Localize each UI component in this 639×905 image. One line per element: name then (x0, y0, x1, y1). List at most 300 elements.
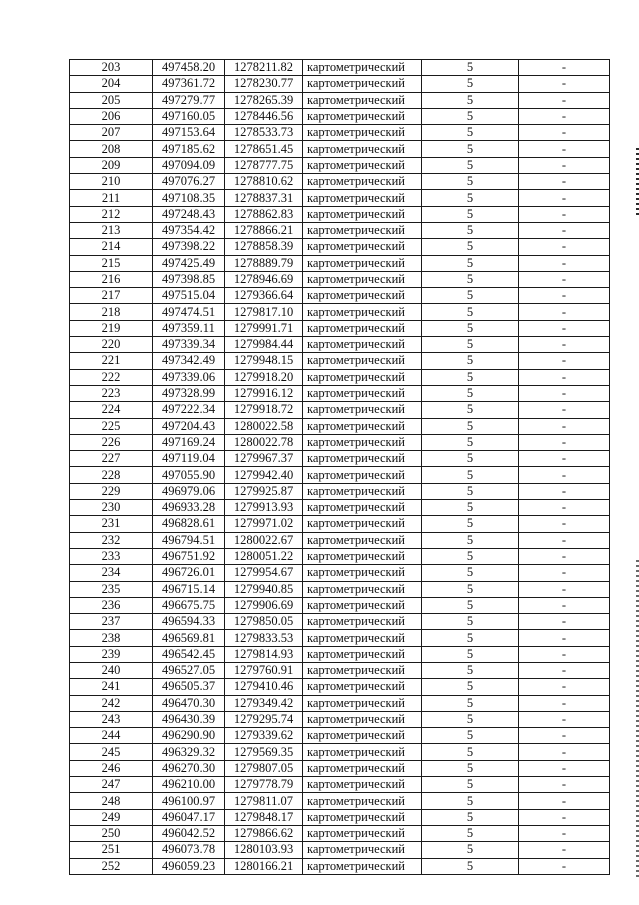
point-number-cell: 246 (70, 760, 153, 776)
y-coordinate-cell: 1278651.45 (225, 141, 303, 157)
point-number-cell: 252 (70, 858, 153, 874)
table-row (70, 565, 610, 581)
description-cell: - (519, 157, 610, 173)
point-number-cell: 231 (70, 516, 153, 532)
y-coordinate-cell: 1279916.12 (225, 385, 303, 401)
accuracy-cell: 5 (422, 467, 519, 483)
y-coordinate-cell: 1279940.85 (225, 581, 303, 597)
table-row (70, 76, 610, 92)
method-cell: картометрический (303, 174, 422, 190)
x-coordinate-cell: 496828.61 (153, 516, 225, 532)
method-cell: картометрический (303, 451, 422, 467)
method-cell: картометрический (303, 418, 422, 434)
point-number-cell: 238 (70, 630, 153, 646)
y-coordinate-cell: 1280166.21 (225, 858, 303, 874)
table-row (70, 157, 610, 173)
description-cell: - (519, 809, 610, 825)
table-row (70, 711, 610, 727)
point-number-cell: 215 (70, 255, 153, 271)
accuracy-cell: 5 (422, 190, 519, 206)
point-number-cell: 226 (70, 434, 153, 450)
table-row (70, 825, 610, 841)
point-number-cell: 205 (70, 92, 153, 108)
y-coordinate-cell: 1279991.71 (225, 320, 303, 336)
method-cell: картометрический (303, 597, 422, 613)
description-cell: - (519, 271, 610, 287)
table-row (70, 320, 610, 336)
table-row (70, 695, 610, 711)
point-number-cell: 242 (70, 695, 153, 711)
description-cell: - (519, 777, 610, 793)
table-row (70, 288, 610, 304)
accuracy-cell: 5 (422, 304, 519, 320)
method-cell: картометрический (303, 108, 422, 124)
table-row (70, 92, 610, 108)
table-row (70, 662, 610, 678)
x-coordinate-cell: 497108.35 (153, 190, 225, 206)
description-cell: - (519, 565, 610, 581)
point-number-cell: 235 (70, 581, 153, 597)
description-cell: - (519, 60, 610, 76)
point-number-cell: 213 (70, 222, 153, 238)
accuracy-cell: 5 (422, 646, 519, 662)
method-cell: картометрический (303, 60, 422, 76)
point-number-cell: 208 (70, 141, 153, 157)
method-cell: картометрический (303, 760, 422, 776)
point-number-cell: 204 (70, 76, 153, 92)
table-row (70, 679, 610, 695)
x-coordinate-cell: 496329.32 (153, 744, 225, 760)
table-row (70, 60, 610, 76)
point-number-cell: 244 (70, 728, 153, 744)
point-number-cell: 224 (70, 402, 153, 418)
y-coordinate-cell: 1279778.79 (225, 777, 303, 793)
x-coordinate-cell: 496726.01 (153, 565, 225, 581)
method-cell: картометрический (303, 548, 422, 564)
table-row (70, 842, 610, 858)
y-coordinate-cell: 1279967.37 (225, 451, 303, 467)
y-coordinate-cell: 1278837.31 (225, 190, 303, 206)
description-cell: - (519, 304, 610, 320)
accuracy-cell: 5 (422, 222, 519, 238)
method-cell: картометрический (303, 76, 422, 92)
description-cell: - (519, 532, 610, 548)
table-row (70, 467, 610, 483)
accuracy-cell: 5 (422, 548, 519, 564)
y-coordinate-cell: 1279569.35 (225, 744, 303, 760)
x-coordinate-cell: 496470.30 (153, 695, 225, 711)
method-cell: картометрический (303, 516, 422, 532)
x-coordinate-cell: 496047.17 (153, 809, 225, 825)
y-coordinate-cell: 1279971.02 (225, 516, 303, 532)
x-coordinate-cell: 496210.00 (153, 777, 225, 793)
accuracy-cell: 5 (422, 125, 519, 141)
accuracy-cell: 5 (422, 353, 519, 369)
y-coordinate-cell: 1279913.93 (225, 500, 303, 516)
description-cell: - (519, 467, 610, 483)
table-row (70, 190, 610, 206)
description-cell: - (519, 190, 610, 206)
method-cell: картометрический (303, 288, 422, 304)
table-row (70, 255, 610, 271)
method-cell: картометрический (303, 809, 422, 825)
method-cell: картометрический (303, 385, 422, 401)
x-coordinate-cell: 497328.99 (153, 385, 225, 401)
table-row (70, 809, 610, 825)
point-number-cell: 212 (70, 206, 153, 222)
description-cell: - (519, 434, 610, 450)
point-number-cell: 216 (70, 271, 153, 287)
accuracy-cell: 5 (422, 809, 519, 825)
description-cell: - (519, 825, 610, 841)
method-cell: картометрический (303, 402, 422, 418)
point-number-cell: 236 (70, 597, 153, 613)
point-number-cell: 250 (70, 825, 153, 841)
accuracy-cell: 5 (422, 60, 519, 76)
table-row (70, 548, 610, 564)
y-coordinate-cell: 1279760.91 (225, 662, 303, 678)
point-number-cell: 219 (70, 320, 153, 336)
table-row (70, 337, 610, 353)
description-cell: - (519, 581, 610, 597)
accuracy-cell: 5 (422, 255, 519, 271)
y-coordinate-cell: 1278810.62 (225, 174, 303, 190)
x-coordinate-cell: 496715.14 (153, 581, 225, 597)
x-coordinate-cell: 497339.34 (153, 337, 225, 353)
point-number-cell: 247 (70, 777, 153, 793)
description-cell: - (519, 500, 610, 516)
description-cell: - (519, 353, 610, 369)
y-coordinate-cell: 1279349.42 (225, 695, 303, 711)
y-coordinate-cell: 1278211.82 (225, 60, 303, 76)
y-coordinate-cell: 1279918.20 (225, 369, 303, 385)
accuracy-cell: 5 (422, 337, 519, 353)
x-coordinate-cell: 496979.06 (153, 483, 225, 499)
x-coordinate-cell: 497055.90 (153, 467, 225, 483)
y-coordinate-cell: 1279866.62 (225, 825, 303, 841)
method-cell: картометрический (303, 320, 422, 336)
y-coordinate-cell: 1279817.10 (225, 304, 303, 320)
accuracy-cell: 5 (422, 825, 519, 841)
y-coordinate-cell: 1278230.77 (225, 76, 303, 92)
point-number-cell: 211 (70, 190, 153, 206)
method-cell: картометрический (303, 239, 422, 255)
accuracy-cell: 5 (422, 500, 519, 516)
description-cell: - (519, 385, 610, 401)
x-coordinate-cell: 496073.78 (153, 842, 225, 858)
point-number-cell: 245 (70, 744, 153, 760)
table-row (70, 744, 610, 760)
method-cell: картометрический (303, 434, 422, 450)
y-coordinate-cell: 1278858.39 (225, 239, 303, 255)
description-cell: - (519, 451, 610, 467)
x-coordinate-cell: 497361.72 (153, 76, 225, 92)
point-number-cell: 228 (70, 467, 153, 483)
accuracy-cell: 5 (422, 239, 519, 255)
accuracy-cell: 5 (422, 92, 519, 108)
x-coordinate-cell: 497279.77 (153, 92, 225, 108)
table-row (70, 581, 610, 597)
coordinates-table-body (70, 60, 610, 875)
x-coordinate-cell: 497515.04 (153, 288, 225, 304)
table-row (70, 516, 610, 532)
description-cell: - (519, 76, 610, 92)
point-number-cell: 203 (70, 60, 153, 76)
accuracy-cell: 5 (422, 711, 519, 727)
description-cell: - (519, 369, 610, 385)
description-cell: - (519, 744, 610, 760)
method-cell: картометрический (303, 467, 422, 483)
y-coordinate-cell: 1279814.93 (225, 646, 303, 662)
x-coordinate-cell: 497339.06 (153, 369, 225, 385)
accuracy-cell: 5 (422, 320, 519, 336)
point-number-cell: 223 (70, 385, 153, 401)
y-coordinate-cell: 1278862.83 (225, 206, 303, 222)
method-cell: картометрический (303, 711, 422, 727)
description-cell: - (519, 516, 610, 532)
method-cell: картометрический (303, 255, 422, 271)
x-coordinate-cell: 497354.42 (153, 222, 225, 238)
x-coordinate-cell: 496270.30 (153, 760, 225, 776)
table-row (70, 369, 610, 385)
description-cell: - (519, 679, 610, 695)
method-cell: картометрический (303, 662, 422, 678)
y-coordinate-cell: 1280022.67 (225, 532, 303, 548)
description-cell: - (519, 646, 610, 662)
description-cell: - (519, 206, 610, 222)
accuracy-cell: 5 (422, 597, 519, 613)
x-coordinate-cell: 496100.97 (153, 793, 225, 809)
table-row (70, 858, 610, 874)
method-cell: картометрический (303, 777, 422, 793)
accuracy-cell: 5 (422, 662, 519, 678)
accuracy-cell: 5 (422, 532, 519, 548)
x-coordinate-cell: 496042.52 (153, 825, 225, 841)
method-cell: картометрический (303, 793, 422, 809)
method-cell: картометрический (303, 369, 422, 385)
accuracy-cell: 5 (422, 418, 519, 434)
x-coordinate-cell: 497342.49 (153, 353, 225, 369)
table-row (70, 597, 610, 613)
description-cell: - (519, 614, 610, 630)
table-row (70, 777, 610, 793)
method-cell: картометрический (303, 842, 422, 858)
method-cell: картометрический (303, 304, 422, 320)
description-cell: - (519, 320, 610, 336)
x-coordinate-cell: 496794.51 (153, 532, 225, 548)
table-row (70, 793, 610, 809)
accuracy-cell: 5 (422, 141, 519, 157)
y-coordinate-cell: 1278533.73 (225, 125, 303, 141)
accuracy-cell: 5 (422, 288, 519, 304)
description-cell: - (519, 548, 610, 564)
y-coordinate-cell: 1279906.69 (225, 597, 303, 613)
point-number-cell: 239 (70, 646, 153, 662)
x-coordinate-cell: 497153.64 (153, 125, 225, 141)
y-coordinate-cell: 1279295.74 (225, 711, 303, 727)
y-coordinate-cell: 1278777.75 (225, 157, 303, 173)
point-number-cell: 214 (70, 239, 153, 255)
point-number-cell: 229 (70, 483, 153, 499)
accuracy-cell: 5 (422, 108, 519, 124)
y-coordinate-cell: 1278946.69 (225, 271, 303, 287)
method-cell: картометрический (303, 337, 422, 353)
x-coordinate-cell: 497222.34 (153, 402, 225, 418)
accuracy-cell: 5 (422, 842, 519, 858)
x-coordinate-cell: 497185.62 (153, 141, 225, 157)
y-coordinate-cell: 1279984.44 (225, 337, 303, 353)
x-coordinate-cell: 496505.37 (153, 679, 225, 695)
point-number-cell: 218 (70, 304, 153, 320)
x-coordinate-cell: 496569.81 (153, 630, 225, 646)
method-cell: картометрический (303, 630, 422, 646)
accuracy-cell: 5 (422, 614, 519, 630)
y-coordinate-cell: 1279366.64 (225, 288, 303, 304)
description-cell: - (519, 92, 610, 108)
table-row (70, 174, 610, 190)
point-number-cell: 230 (70, 500, 153, 516)
description-cell: - (519, 662, 610, 678)
x-coordinate-cell: 497398.85 (153, 271, 225, 287)
y-coordinate-cell: 1280022.78 (225, 434, 303, 450)
method-cell: картометрический (303, 646, 422, 662)
point-number-cell: 251 (70, 842, 153, 858)
point-number-cell: 241 (70, 679, 153, 695)
method-cell: картометрический (303, 141, 422, 157)
accuracy-cell: 5 (422, 858, 519, 874)
point-number-cell: 243 (70, 711, 153, 727)
method-cell: картометрический (303, 353, 422, 369)
y-coordinate-cell: 1279848.17 (225, 809, 303, 825)
accuracy-cell: 5 (422, 744, 519, 760)
method-cell: картометрический (303, 92, 422, 108)
description-cell: - (519, 418, 610, 434)
point-number-cell: 249 (70, 809, 153, 825)
y-coordinate-cell: 1279918.72 (225, 402, 303, 418)
x-coordinate-cell: 496059.23 (153, 858, 225, 874)
point-number-cell: 232 (70, 532, 153, 548)
description-cell: - (519, 255, 610, 271)
accuracy-cell: 5 (422, 451, 519, 467)
table-row (70, 434, 610, 450)
description-cell: - (519, 125, 610, 141)
method-cell: картометрический (303, 744, 422, 760)
accuracy-cell: 5 (422, 402, 519, 418)
method-cell: картометрический (303, 679, 422, 695)
accuracy-cell: 5 (422, 581, 519, 597)
method-cell: картометрический (303, 728, 422, 744)
description-cell: - (519, 858, 610, 874)
point-number-cell: 210 (70, 174, 153, 190)
x-coordinate-cell: 497076.27 (153, 174, 225, 190)
method-cell: картометрический (303, 825, 422, 841)
description-cell: - (519, 728, 610, 744)
x-coordinate-cell: 496594.33 (153, 614, 225, 630)
method-cell: картометрический (303, 532, 422, 548)
method-cell: картометрический (303, 206, 422, 222)
x-coordinate-cell: 497458.20 (153, 60, 225, 76)
point-number-cell: 237 (70, 614, 153, 630)
x-coordinate-cell: 497160.05 (153, 108, 225, 124)
accuracy-cell: 5 (422, 174, 519, 190)
y-coordinate-cell: 1279948.15 (225, 353, 303, 369)
table-row (70, 483, 610, 499)
table-row (70, 385, 610, 401)
table-row (70, 206, 610, 222)
table-row (70, 646, 610, 662)
method-cell: картометрический (303, 614, 422, 630)
y-coordinate-cell: 1280022.58 (225, 418, 303, 434)
method-cell: картометрический (303, 271, 422, 287)
table-row (70, 402, 610, 418)
x-coordinate-cell: 496933.28 (153, 500, 225, 516)
y-coordinate-cell: 1278889.79 (225, 255, 303, 271)
description-cell: - (519, 793, 610, 809)
y-coordinate-cell: 1279807.05 (225, 760, 303, 776)
point-number-cell: 234 (70, 565, 153, 581)
accuracy-cell: 5 (422, 516, 519, 532)
x-coordinate-cell: 497094.09 (153, 157, 225, 173)
description-cell: - (519, 760, 610, 776)
accuracy-cell: 5 (422, 695, 519, 711)
table-row (70, 451, 610, 467)
table-row (70, 108, 610, 124)
description-cell: - (519, 402, 610, 418)
point-number-cell: 206 (70, 108, 153, 124)
point-number-cell: 227 (70, 451, 153, 467)
accuracy-cell: 5 (422, 271, 519, 287)
x-coordinate-cell: 496527.05 (153, 662, 225, 678)
y-coordinate-cell: 1279942.40 (225, 467, 303, 483)
point-number-cell: 233 (70, 548, 153, 564)
accuracy-cell: 5 (422, 728, 519, 744)
y-coordinate-cell: 1279954.67 (225, 565, 303, 581)
x-coordinate-cell: 496675.75 (153, 597, 225, 613)
table-row (70, 500, 610, 516)
description-cell: - (519, 288, 610, 304)
x-coordinate-cell: 497359.11 (153, 320, 225, 336)
description-cell: - (519, 174, 610, 190)
description-cell: - (519, 483, 610, 499)
method-cell: картометрический (303, 500, 422, 516)
point-number-cell: 240 (70, 662, 153, 678)
y-coordinate-cell: 1279811.07 (225, 793, 303, 809)
accuracy-cell: 5 (422, 76, 519, 92)
method-cell: картометрический (303, 125, 422, 141)
y-coordinate-cell: 1280051.22 (225, 548, 303, 564)
description-cell: - (519, 842, 610, 858)
point-number-cell: 225 (70, 418, 153, 434)
accuracy-cell: 5 (422, 434, 519, 450)
y-coordinate-cell: 1279410.46 (225, 679, 303, 695)
method-cell: картометрический (303, 222, 422, 238)
table-row (70, 239, 610, 255)
x-coordinate-cell: 497425.49 (153, 255, 225, 271)
point-number-cell: 222 (70, 369, 153, 385)
description-cell: - (519, 222, 610, 238)
table-row (70, 630, 610, 646)
y-coordinate-cell: 1279850.05 (225, 614, 303, 630)
method-cell: картометрический (303, 483, 422, 499)
table-row (70, 222, 610, 238)
y-coordinate-cell: 1278265.39 (225, 92, 303, 108)
table-row (70, 728, 610, 744)
description-cell: - (519, 695, 610, 711)
table-row (70, 353, 610, 369)
method-cell: картометрический (303, 858, 422, 874)
accuracy-cell: 5 (422, 777, 519, 793)
accuracy-cell: 5 (422, 630, 519, 646)
